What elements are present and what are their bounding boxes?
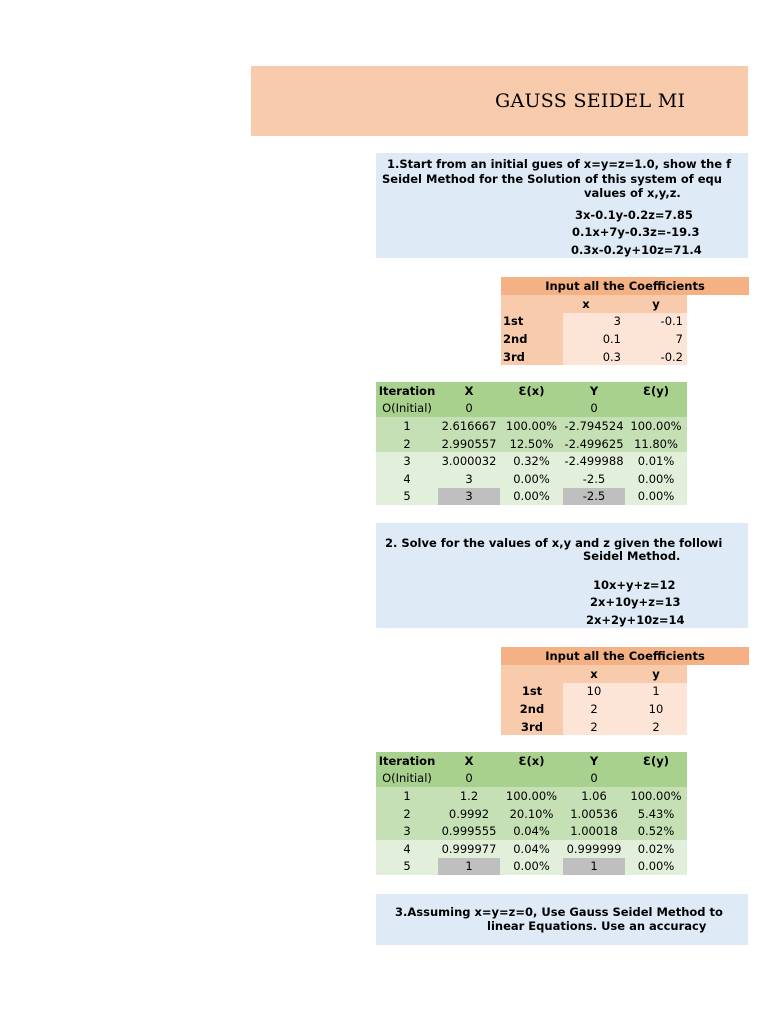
x-cell: 2.616667 <box>438 417 500 435</box>
coefficients-table-2 <box>501 647 749 735</box>
x-cell: 3.000032 <box>438 452 500 470</box>
error-y-cell: 11.80% <box>625 435 687 453</box>
error-y-cell: 100.00% <box>625 417 687 435</box>
coef-cell[interactable]: 7 <box>625 330 687 348</box>
problem-1-line-2: Seidel Method for the Solution of this system of equ <box>382 172 722 186</box>
coef-row-label: 1st <box>501 313 563 331</box>
final-y-cell: 1 <box>563 858 625 876</box>
error-y-cell: 0.00% <box>625 488 687 506</box>
error-x-cell: 20.10% <box>500 805 563 823</box>
coef-col-y: y <box>625 295 687 313</box>
error-x-cell: 0.00% <box>500 488 563 506</box>
coef-col-x: x <box>563 665 625 683</box>
error-x-cell: 100.00% <box>500 417 563 435</box>
final-x-cell: 1 <box>438 858 500 876</box>
coef-cell[interactable]: 0.1 <box>563 330 625 348</box>
x-cell: 0.9992 <box>438 805 500 823</box>
problem-1-equation-3: 0.3x-0.2y+10z=71.4 <box>571 243 702 257</box>
col-error-y: Ɛ(y) <box>625 752 687 770</box>
coefficients-header: Input all the Coefficients <box>501 647 749 665</box>
error-y-cell: 0.00% <box>625 470 687 488</box>
problem-2-equation-2: 2x+10y+z=13 <box>590 595 681 609</box>
coef-cell[interactable]: 2 <box>563 718 625 736</box>
coef-col-x: x <box>563 295 625 313</box>
error-y-cell <box>625 400 687 418</box>
final-x-cell: 3 <box>438 488 500 506</box>
y-cell: -2.5 <box>563 470 625 488</box>
iteration-cell: 3 <box>376 452 438 470</box>
iteration-cell: 4 <box>376 470 438 488</box>
coef-cell[interactable]: 2 <box>563 700 625 718</box>
error-y-cell: 100.00% <box>625 787 687 805</box>
iteration-cell: 3 <box>376 822 438 840</box>
x-cell: 0 <box>438 770 500 788</box>
y-cell: 0 <box>563 770 625 788</box>
error-x-cell <box>500 770 563 788</box>
coef-cell[interactable]: -0.2 <box>625 348 687 366</box>
problem-1-line-3: values of x,y,z. <box>584 186 681 200</box>
error-x-cell: 0.04% <box>500 840 563 858</box>
coef-row-label: 2nd <box>501 700 563 718</box>
error-x-cell: 0.32% <box>500 452 563 470</box>
y-cell: 1.00536 <box>563 805 625 823</box>
problem-1-equation-1: 3x-0.1y-0.2z=7.85 <box>575 208 693 222</box>
coef-cell[interactable]: -0.1 <box>625 313 687 331</box>
problem-2-box <box>376 523 748 628</box>
coefficients-header: Input all the Coefficients <box>501 277 749 295</box>
error-y-cell <box>625 770 687 788</box>
y-cell: 1.06 <box>563 787 625 805</box>
problem-3-line-1: 3.Assuming x=y=z=0, Use Gauss Seidel Method to <box>395 905 723 919</box>
problem-2-equation-3: 2x+2y+10z=14 <box>586 613 685 627</box>
iteration-cell: O(Initial) <box>376 400 438 418</box>
problem-1-box <box>376 153 748 258</box>
col-y: Y <box>563 382 625 400</box>
coef-row-label: 3rd <box>501 718 563 736</box>
y-cell: 0.999999 <box>563 840 625 858</box>
error-y-cell: 0.02% <box>625 840 687 858</box>
y-cell: -2.499625 <box>564 436 624 451</box>
problem-3-box <box>376 894 748 945</box>
iteration-cell: 5 <box>376 488 438 506</box>
page-title: GAUSS SEIDEL MI <box>495 90 686 112</box>
x-cell: 0.999555 <box>438 822 500 840</box>
x-cell: 2.990557 <box>438 435 500 453</box>
col-iteration: Iteration <box>376 752 438 770</box>
iteration-cell: 5 <box>376 858 438 876</box>
problem-2-line-1: 2. Solve for the values of x,y and z given the followi <box>385 536 723 550</box>
coef-cell[interactable]: 1 <box>625 683 687 701</box>
col-error-x: Ɛ(x) <box>500 752 563 770</box>
iteration-cell: 1 <box>376 787 438 805</box>
coef-row-label: 1st <box>501 683 563 701</box>
error-x-cell: 0.00% <box>500 470 563 488</box>
error-x-cell: 0.04% <box>500 822 563 840</box>
x-cell: 0.999977 <box>438 840 500 858</box>
error-x-cell <box>500 400 563 418</box>
col-error-x: Ɛ(x) <box>500 382 563 400</box>
col-error-y: Ɛ(y) <box>625 382 687 400</box>
coef-cell[interactable]: 3 <box>563 313 625 331</box>
error-y-cell: 0.52% <box>625 822 687 840</box>
iteration-cell: 2 <box>376 805 438 823</box>
iteration-table-1 <box>376 382 687 505</box>
col-y: Y <box>563 752 625 770</box>
iteration-cell: O(Initial) <box>376 770 438 788</box>
error-y-cell: 0.00% <box>625 858 687 876</box>
coef-row-label: 3rd <box>501 348 563 366</box>
problem-1-line-1: 1.Start from an initial gues of x=y=z=1.0, show the f <box>387 157 732 171</box>
coefficients-table-1 <box>501 277 749 365</box>
error-y-cell: 0.01% <box>625 452 687 470</box>
col-x: X <box>438 752 500 770</box>
y-cell: 0 <box>563 400 625 418</box>
x-cell: 0 <box>438 400 500 418</box>
y-cell: 1.00018 <box>563 822 625 840</box>
problem-2-line-2: Seidel Method. <box>583 549 681 563</box>
x-cell: 3 <box>438 470 500 488</box>
error-y-cell: 5.43% <box>625 805 687 823</box>
problem-2-equation-1: 10x+y+z=12 <box>593 578 676 592</box>
col-iteration: Iteration <box>376 382 438 400</box>
coef-row-label: 2nd <box>501 330 563 348</box>
col-x: X <box>438 382 500 400</box>
error-x-cell: 12.50% <box>500 435 563 453</box>
iteration-cell: 4 <box>376 840 438 858</box>
problem-3-line-2: linear Equations. Use an accuracy <box>487 919 707 933</box>
iteration-cell: 2 <box>376 435 438 453</box>
coef-cell[interactable]: 10 <box>625 700 687 718</box>
y-cell: -2.794524 <box>564 418 624 433</box>
error-x-cell: 100.00% <box>500 787 563 805</box>
error-x-cell: 0.00% <box>500 858 563 876</box>
x-cell: 1.2 <box>438 787 500 805</box>
title-banner <box>251 66 748 136</box>
coef-cell[interactable]: 0.3 <box>563 348 625 366</box>
coef-col-y: y <box>625 665 687 683</box>
final-y-cell: -2.5 <box>563 488 625 506</box>
iteration-cell: 1 <box>376 417 438 435</box>
y-cell: -2.499988 <box>564 454 624 469</box>
coef-cell[interactable]: 10 <box>563 683 625 701</box>
coef-cell[interactable]: 2 <box>625 718 687 736</box>
iteration-table-2 <box>376 752 687 875</box>
problem-1-equation-2: 0.1x+7y-0.3z=-19.3 <box>572 225 700 239</box>
